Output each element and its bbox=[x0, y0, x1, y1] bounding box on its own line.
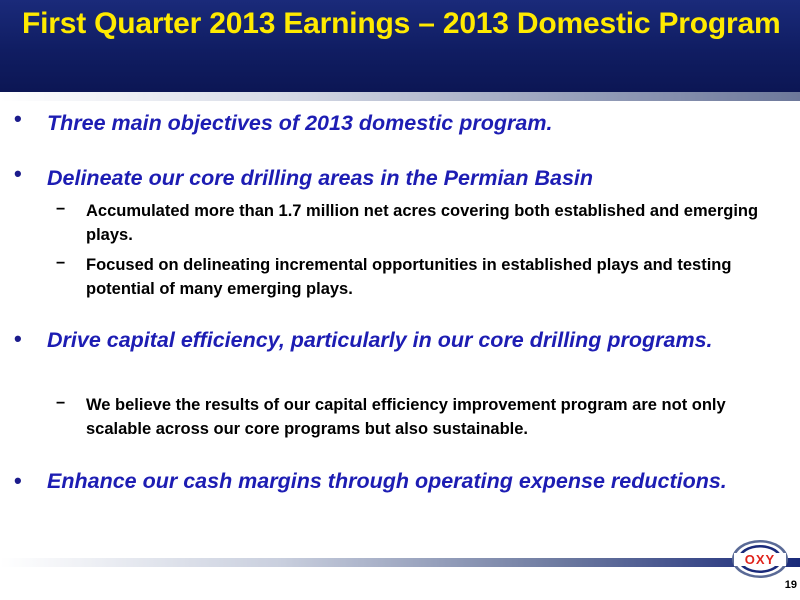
bullet-marker: • bbox=[14, 326, 22, 351]
sub-bullet-focused: Focused on delineating incremental opportunities in established plays and testing potential of many emerging plays. bbox=[86, 256, 732, 298]
header-rule bbox=[0, 92, 800, 101]
page-number: 19 bbox=[784, 579, 797, 591]
slide-title: First Quarter 2013 Earnings – 2013 Domestic Program bbox=[22, 7, 781, 40]
title-banner bbox=[0, 0, 800, 92]
bullet-marker: • bbox=[14, 468, 22, 493]
sub-bullet-marker: − bbox=[56, 395, 66, 412]
sub-bullet-acres: Accumulated more than 1.7 million net acres covering both established and emerging plays. bbox=[86, 202, 759, 244]
bullet-delineate: Delineate our core drilling areas in the Permian Basin bbox=[47, 166, 594, 190]
bullet-cash-margins: Enhance our cash margins through operating expense reductions. bbox=[47, 469, 727, 493]
oxy-logo bbox=[728, 537, 792, 581]
sub-bullet-scalable: We believe the results of our capital efficiency improvement program are not only scalable across our core programs but also sustainable. bbox=[86, 396, 726, 438]
sub-bullet-marker: − bbox=[56, 201, 66, 218]
bullet-marker: • bbox=[14, 106, 22, 131]
bullet-marker: • bbox=[14, 161, 22, 186]
sub-bullet-marker: − bbox=[56, 255, 66, 272]
footer-rule bbox=[0, 558, 800, 567]
bullet-objectives: Three main objectives of 2013 domestic program. bbox=[47, 111, 553, 135]
logo-wordmark: OXY bbox=[744, 552, 776, 567]
bullet-capital-efficiency: Drive capital efficiency, particularly in our core drilling programs. bbox=[47, 328, 713, 352]
